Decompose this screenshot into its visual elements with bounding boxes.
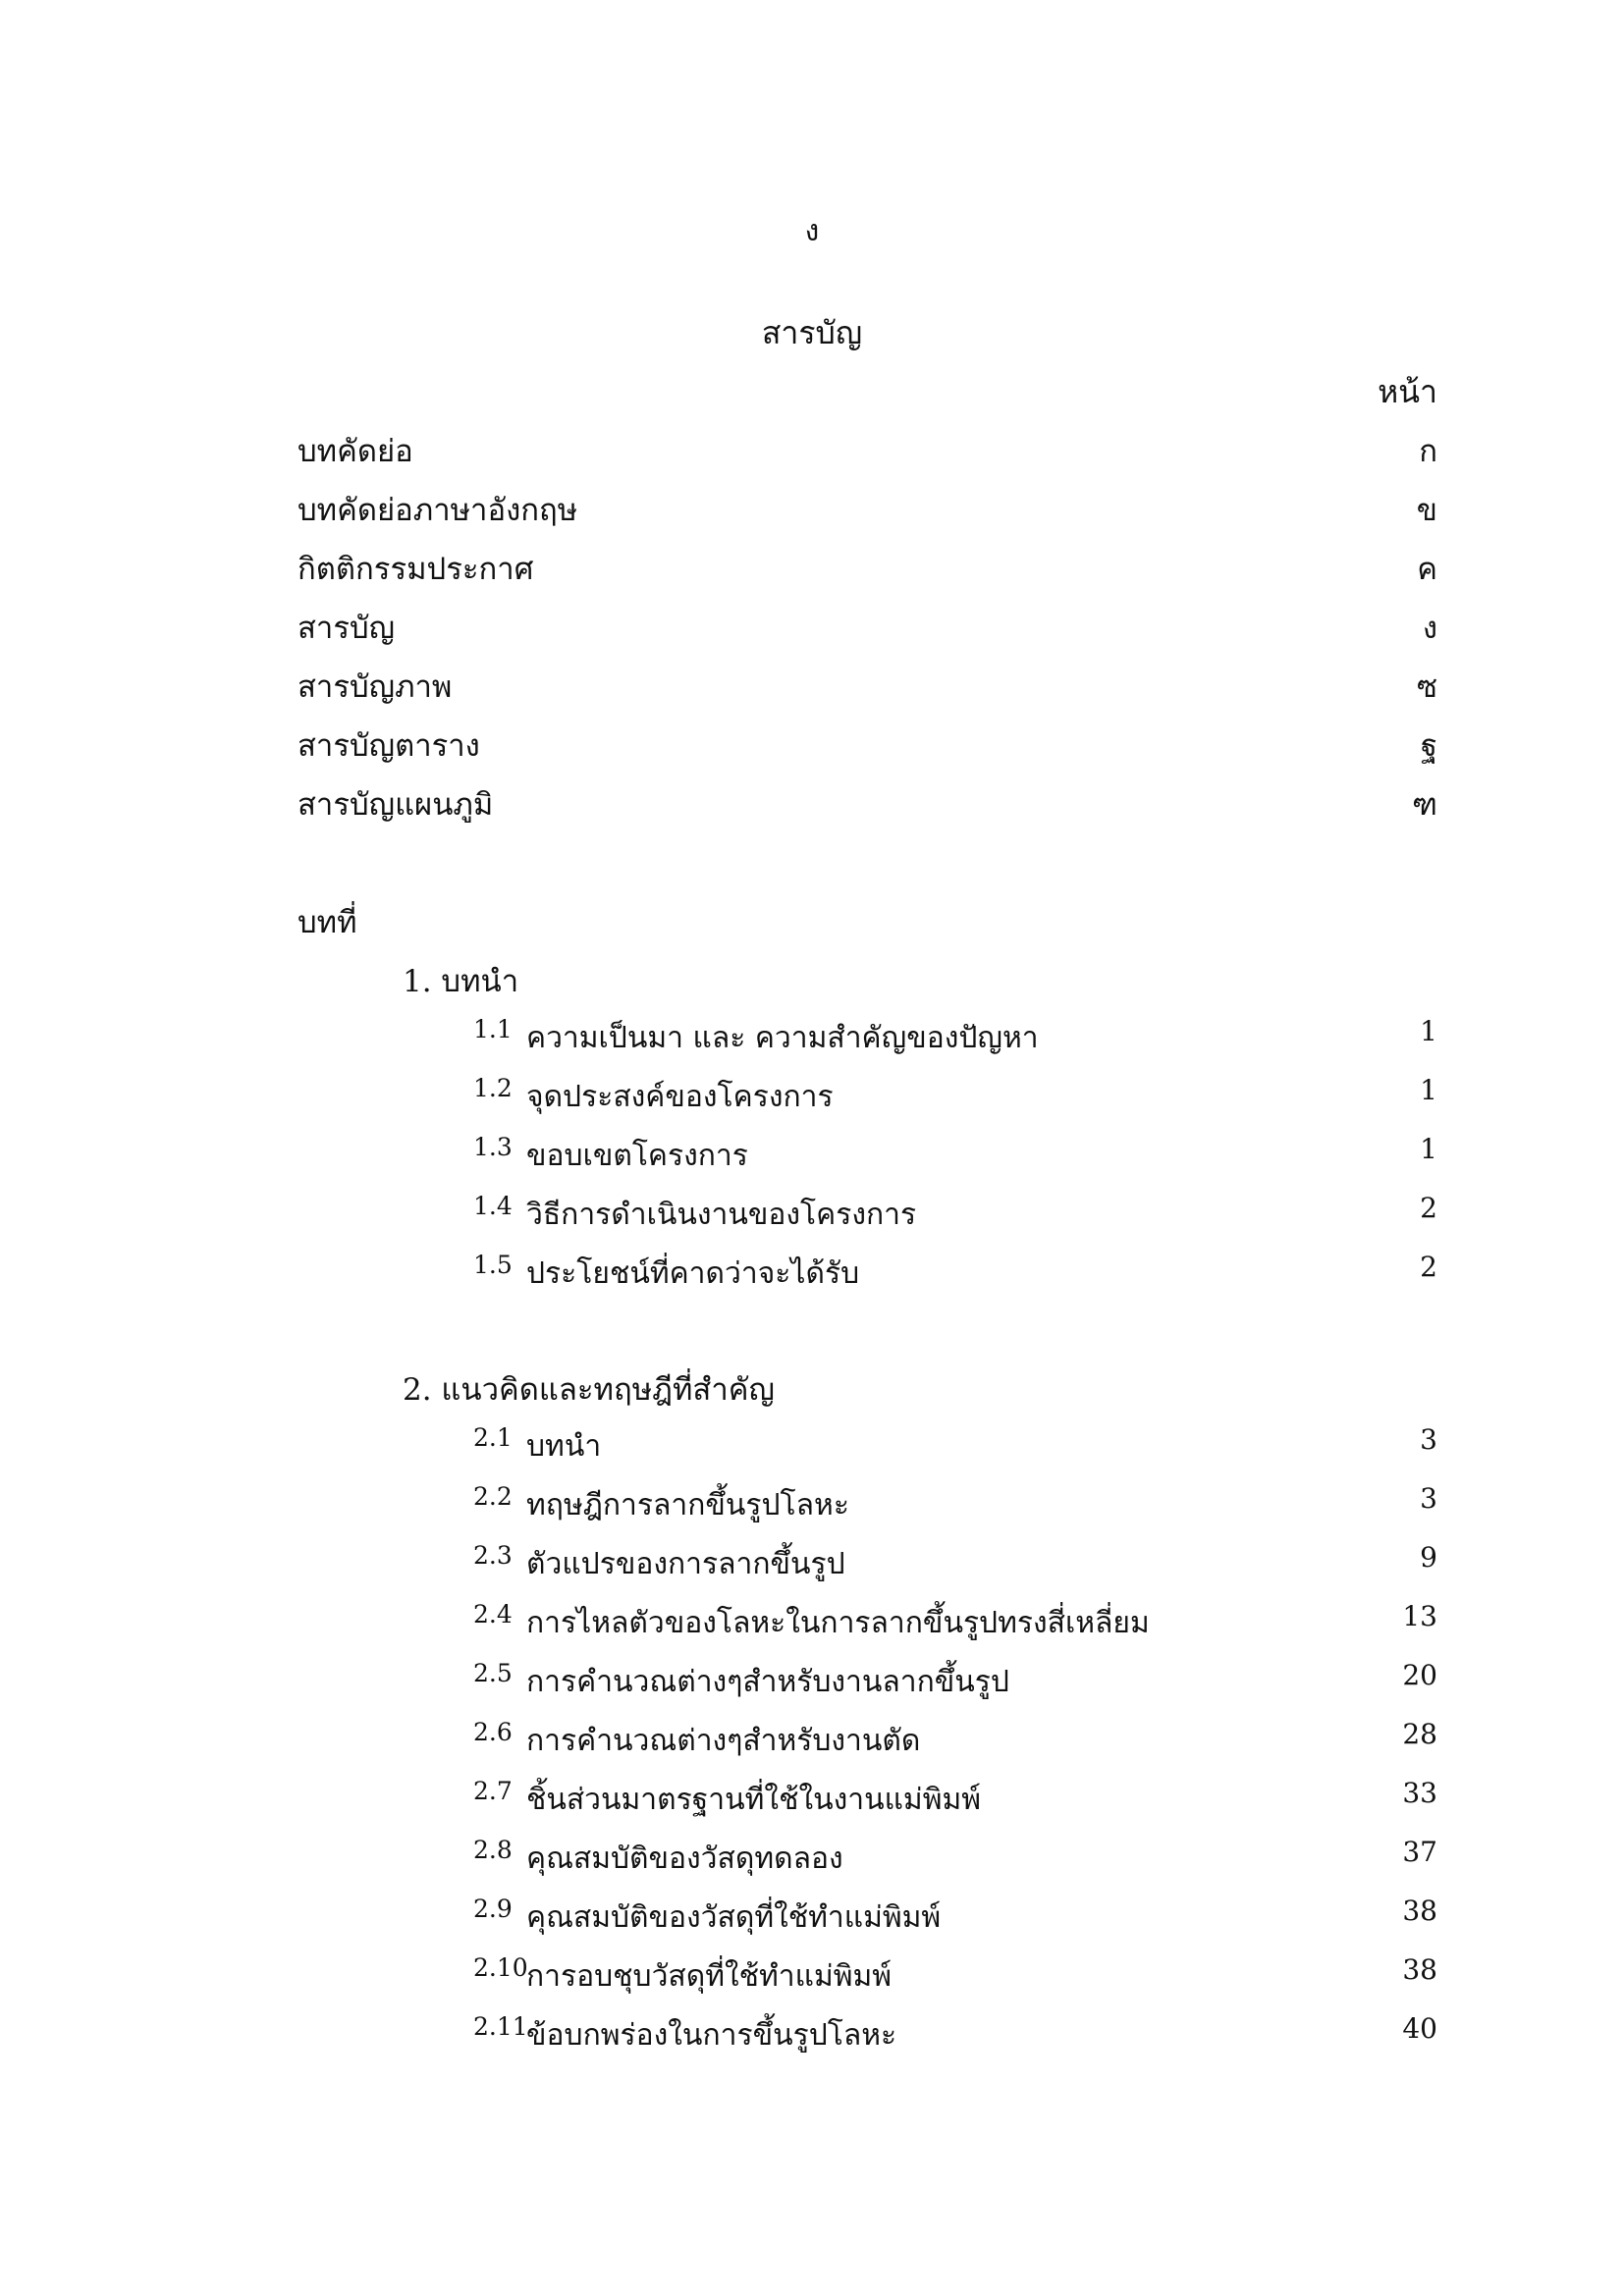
section-page: 2	[1420, 1192, 1437, 1224]
toc-entry-abstract-english[interactable]	[298, 485, 1437, 534]
section-title: ชิ้นส่วนมาตรฐานที่ใช้ในงานแม่พิมพ์	[526, 1783, 982, 1817]
toc-section-row[interactable]	[473, 1953, 1437, 2002]
section-page: 3	[1420, 1482, 1437, 1515]
section-page: 33	[1402, 1777, 1437, 1809]
section-title: ขอบเขตโครงการ	[526, 1139, 748, 1173]
section-number: 2.6	[473, 1718, 513, 1746]
section-page: 28	[1402, 1718, 1437, 1750]
section-title: บทนำ	[526, 1429, 602, 1464]
section-number: 2.8	[473, 1836, 513, 1864]
toc-entry-page: ซ	[1416, 669, 1437, 705]
section-page: 9	[1420, 1541, 1437, 1574]
toc-section-row[interactable]	[473, 1541, 1437, 1590]
toc-entry-page: ก	[1419, 434, 1437, 469]
toc-entry-label: สารบัญภาพ	[298, 669, 453, 705]
section-title: คุณสมบัติของวัสดุที่ใช้ทำแม่พิมพ์	[526, 1900, 942, 1935]
toc-section-row[interactable]	[473, 1423, 1437, 1472]
section-title: ทฤษฎีการลากขึ้นรูปโลหะ	[526, 1488, 849, 1522]
toc-entry-page: ฑ	[1412, 787, 1437, 823]
toc-entry-list-of-tables[interactable]	[298, 721, 1437, 770]
section-number: 2.7	[473, 1777, 513, 1805]
section-number: 2.2	[473, 1482, 513, 1511]
section-page: 13	[1402, 1600, 1437, 1632]
toc-section-row[interactable]	[473, 1836, 1437, 1885]
section-title: ประโยชน์ที่คาดว่าจะได้รับ	[526, 1256, 860, 1291]
section-number: 2.4	[473, 1600, 513, 1629]
section-page: 1	[1420, 1015, 1437, 1047]
section-title: วิธีการดำเนินงานของโครงการ	[526, 1198, 917, 1232]
section-page: 37	[1402, 1836, 1437, 1868]
page-number: ง	[804, 214, 820, 248]
toc-entry-list-of-figures[interactable]	[298, 662, 1437, 711]
section-number: 1.1	[473, 1015, 513, 1043]
toc-entry-abstract[interactable]	[298, 426, 1437, 475]
section-title: การอบชุบวัสดุที่ใช้ทำแม่พิมพ์	[526, 1959, 893, 1994]
section-page: 38	[1402, 1953, 1437, 1986]
toc-entry-page: ง	[1422, 611, 1437, 646]
section-title: จุดประสงค์ของโครงการ	[526, 1080, 834, 1114]
toc-section-row[interactable]	[473, 1133, 1437, 1182]
toc-section-row[interactable]	[473, 1251, 1437, 1300]
section-title: ตัวแปรของการลากขึ้นรูป	[526, 1547, 845, 1581]
section-title: คุณสมบัติของวัสดุทดลอง	[526, 1842, 843, 1876]
section-title: ข้อบกพร่องในการขึ้นรูปโลหะ	[526, 2018, 897, 2053]
toc-entry-label: สารบัญตาราง	[298, 728, 480, 764]
toc-section-row[interactable]	[473, 1777, 1437, 1826]
section-page: 1	[1420, 1074, 1437, 1106]
section-number: 2.5	[473, 1659, 513, 1687]
toc-entry-page: ค	[1417, 552, 1437, 587]
section-page: 1	[1420, 1133, 1437, 1165]
toc-entry-page: ข	[1416, 493, 1437, 528]
toc-entry-label: สารบัญแผนภูมิ	[298, 787, 494, 823]
section-title: การไหลตัวของโลหะในการลากขึ้นรูปทรงสี่เหลี่ยม	[526, 1606, 1150, 1640]
toc-section-row[interactable]	[473, 2012, 1437, 2061]
section-number: 1.2	[473, 1074, 513, 1102]
page-column-header: หน้า	[1378, 373, 1437, 410]
toc-entry-list-of-charts[interactable]	[298, 779, 1437, 828]
toc-section-row[interactable]	[473, 1659, 1437, 1708]
section-number: 2.1	[473, 1423, 513, 1452]
chapter-heading[interactable]	[403, 956, 1437, 1005]
section-number: 1.3	[473, 1133, 513, 1161]
section-number: 1.5	[473, 1251, 513, 1279]
chapter-section-label: บทที่	[298, 905, 357, 940]
section-page: 2	[1420, 1251, 1437, 1283]
toc-entry-page: ฐ	[1420, 728, 1437, 764]
toc-entry-label: กิตติกรรมประกาศ	[298, 552, 534, 587]
toc-entry-label: บทคัดย่อ	[298, 434, 413, 469]
toc-section-row[interactable]	[473, 1718, 1437, 1767]
toc-entry-contents[interactable]	[298, 603, 1437, 652]
section-number: 2.11	[473, 2012, 528, 2041]
section-page: 3	[1420, 1423, 1437, 1456]
toc-entry-acknowledgements[interactable]	[298, 544, 1437, 593]
section-page: 20	[1402, 1659, 1437, 1691]
section-title: ความเป็นมา และ ความสำคัญของปัญหา	[526, 1021, 1039, 1055]
section-page: 40	[1402, 2012, 1437, 2045]
document-title: สารบัญ	[761, 314, 863, 351]
section-number: 2.3	[473, 1541, 513, 1570]
toc-section-row[interactable]	[473, 1895, 1437, 1944]
chapter-title: 1. บทนำ	[403, 964, 519, 999]
section-number: 1.4	[473, 1192, 513, 1220]
toc-section-row[interactable]	[473, 1015, 1437, 1064]
toc-section-row[interactable]	[473, 1600, 1437, 1649]
toc-section-row[interactable]	[473, 1192, 1437, 1241]
section-number: 2.10	[473, 1953, 528, 1982]
section-page: 38	[1402, 1895, 1437, 1927]
section-number: 2.9	[473, 1895, 513, 1923]
chapter-title: 2. แนวคิดและทฤษฎีที่สำคัญ	[403, 1372, 775, 1408]
toc-section-row[interactable]	[473, 1482, 1437, 1531]
toc-entry-label: สารบัญ	[298, 611, 396, 646]
section-title: การคำนวณต่างๆสำหรับงานลากขึ้นรูป	[526, 1665, 1009, 1699]
chapter-heading[interactable]	[403, 1364, 1437, 1414]
toc-entry-label: บทคัดย่อภาษาอังกฤษ	[298, 493, 578, 528]
toc-section-row[interactable]	[473, 1074, 1437, 1123]
section-title: การคำนวณต่างๆสำหรับงานตัด	[526, 1724, 921, 1758]
